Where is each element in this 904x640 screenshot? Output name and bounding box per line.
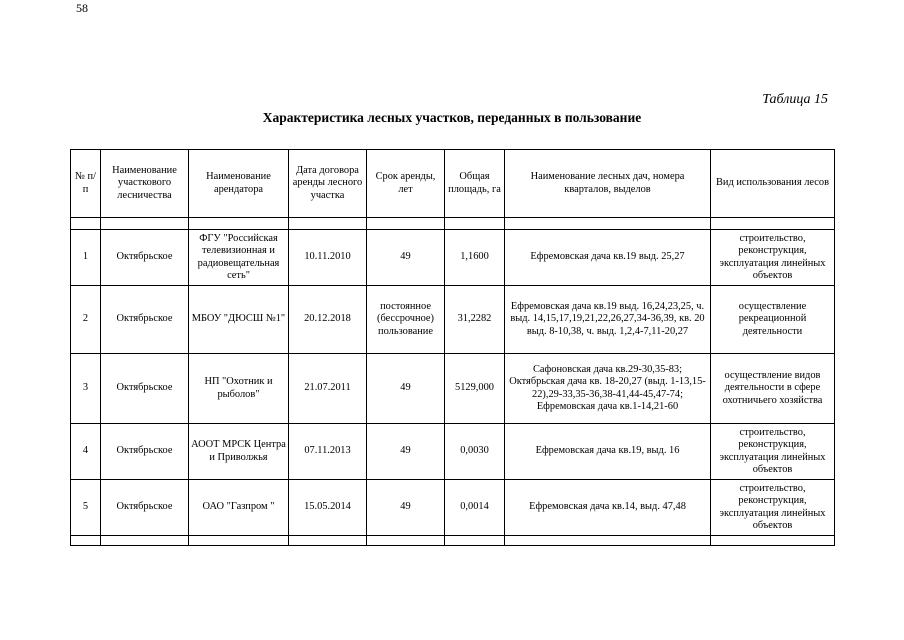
cell-tenant: ФГУ "Российская телевизионная и радиовещательная сеть": [189, 230, 289, 286]
cell-location: Сафоновская дача кв.29-30,35-83; Октябрьская дача кв. 18-20,27 (выд. 1-13,15-22),29-33,35-36,38-41,44-45,47-74; Ефремовская дача кв.1-14,21-60: [505, 354, 711, 424]
header-number: № п/п: [71, 150, 101, 218]
cell-location: Ефремовская дача кв.14, выд. 47,48: [505, 480, 711, 536]
cell-location: Ефремовская дача кв.19 выд. 25,27: [505, 230, 711, 286]
page-number: 58: [76, 1, 88, 15]
cell-forestry: Октябрьское: [101, 424, 189, 480]
cell-usage: строительство, реконструкция, эксплуатация линейных объектов: [711, 230, 835, 286]
cell-tenant: ОАО "Газпром ": [189, 480, 289, 536]
header-lease-term: Срок аренды, лет: [367, 150, 445, 218]
cell-term: 49: [367, 424, 445, 480]
leased-plots-table: [70, 149, 835, 546]
header-total-area: Общая площадь, га: [445, 150, 505, 218]
spacer-row: [71, 218, 835, 230]
header-location: Наименование лесных дач, номера кварталов, выделов: [505, 150, 711, 218]
cell-term: постоянное (бессрочное) пользование: [367, 286, 445, 354]
table-title: Характеристика лесных участков, переданных в пользование: [262, 110, 642, 125]
header-forestry: Наименование участкового лесничества: [101, 150, 189, 218]
cell-usage: строительство, реконструкция, эксплуатация линейных объектов: [711, 480, 835, 536]
header-usage: Вид использования лесов: [711, 150, 835, 218]
cell-date: 20.12.2018: [289, 286, 367, 354]
cell-area: 0,0014: [445, 480, 505, 536]
cell-usage: строительство, реконструкция, эксплуатация линейных объектов: [711, 424, 835, 480]
cell-tenant: НП "Охотник и рыболов": [189, 354, 289, 424]
table-row: [71, 354, 835, 424]
cell-term: 49: [367, 480, 445, 536]
cell-term: 49: [367, 354, 445, 424]
cell-usage: осуществление рекреационной деятельности: [711, 286, 835, 354]
cell-date: 21.07.2011: [289, 354, 367, 424]
cell-area: 0,0030: [445, 424, 505, 480]
cell-date: 07.11.2013: [289, 424, 367, 480]
table-row: [71, 424, 835, 480]
table-row: [71, 286, 835, 354]
cell-area: 5129,000: [445, 354, 505, 424]
cell-forestry: Октябрьское: [101, 354, 189, 424]
cell-forestry: Октябрьское: [101, 230, 189, 286]
table-row: [71, 480, 835, 536]
empty-row: [71, 536, 835, 546]
cell-number: 2: [71, 286, 101, 354]
cell-term: 49: [367, 230, 445, 286]
cell-usage: осуществление видов деятельности в сфере охотничьего хозяйства: [711, 354, 835, 424]
cell-number: 5: [71, 480, 101, 536]
cell-date: 10.11.2010: [289, 230, 367, 286]
header-contract-date: Дата договора аренды лесного участка: [289, 150, 367, 218]
cell-location: Ефремовская дача кв.19 выд. 16,24,23,25, ч. выд. 14,15,17,19,21,22,26,27,34-36,39, кв. 20 выд. 8-10,38, ч. выд. 1,2,4-7,11-20,27: [505, 286, 711, 354]
header-tenant: Наименование арендатора: [189, 150, 289, 218]
cell-date: 15.05.2014: [289, 480, 367, 536]
cell-area: 1,1600: [445, 230, 505, 286]
cell-location: Ефремовская дача кв.19, выд. 16: [505, 424, 711, 480]
cell-number: 4: [71, 424, 101, 480]
cell-tenant: АООТ МРСК Центра и Приволжья: [189, 424, 289, 480]
cell-number: 1: [71, 230, 101, 286]
cell-tenant: МБОУ "ДЮСШ №1": [189, 286, 289, 354]
cell-area: 31,2282: [445, 286, 505, 354]
header-row: [71, 150, 835, 218]
table-row: [71, 230, 835, 286]
cell-forestry: Октябрьское: [101, 480, 189, 536]
table-label: Таблица 15: [762, 92, 828, 107]
cell-number: 3: [71, 354, 101, 424]
cell-forestry: Октябрьское: [101, 286, 189, 354]
